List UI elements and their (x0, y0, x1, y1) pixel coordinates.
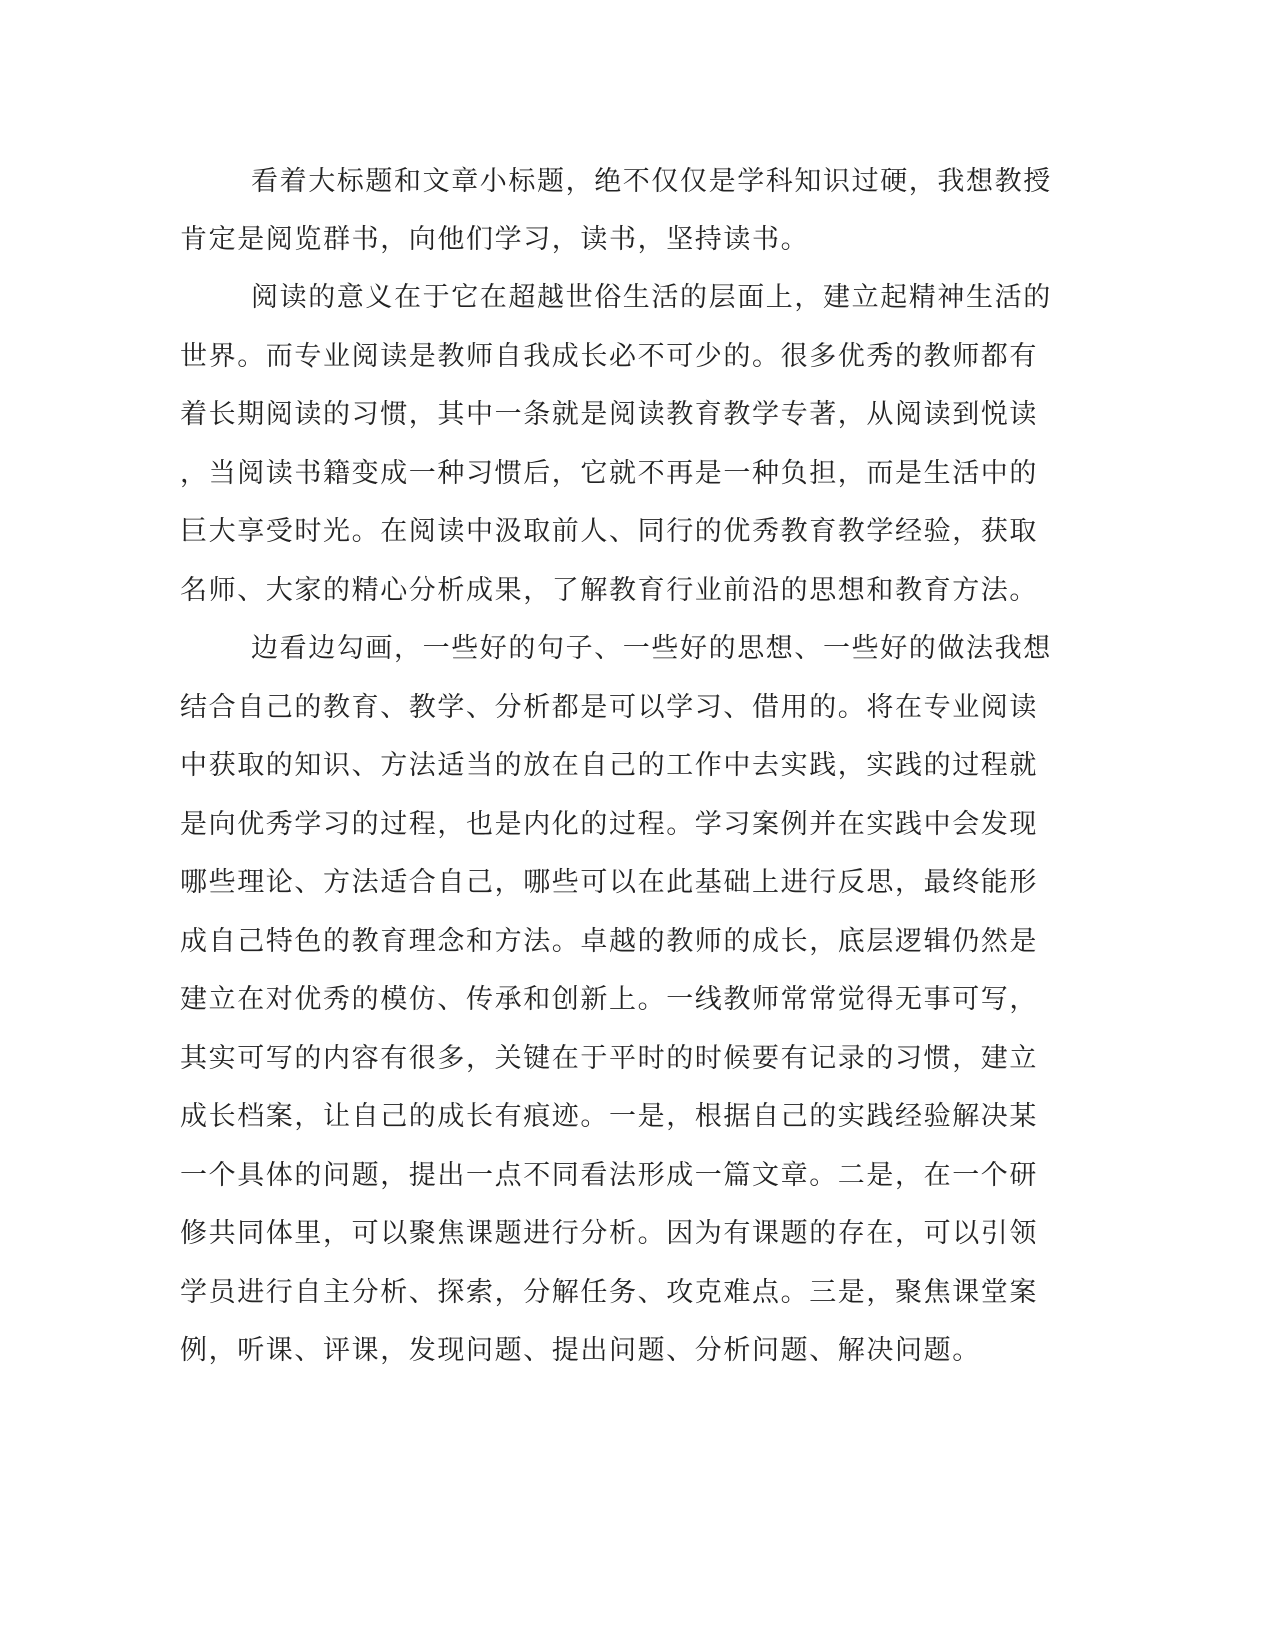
paragraph-3-line-13: 例，听课、评课，发现问题、提出问题、分析问题、解决问题。 (180, 1335, 981, 1366)
paragraph-3-line-4: 是向优秀学习的过程，也是内化的过程。学习案例并在实践中会发现 (180, 809, 1038, 840)
paragraph-3-line-12: 学员进行自主分析、探索，分解任务、攻克难点。三是，聚焦课堂案 (180, 1277, 1038, 1308)
paragraph-3-line-2: 结合自己的教育、教学、分析都是可以学习、借用的。将在专业阅读 (180, 692, 1038, 723)
paragraph-3-line-7: 建立在对优秀的模仿、传承和创新上。一线教师常常觉得无事可写， (180, 984, 1038, 1015)
paragraph-2-line-5: 巨大享受时光。在阅读中汲取前人、同行的优秀教育教学经验，获取 (180, 516, 1038, 547)
paragraph-3-line-3: 中获取的知识、方法适当的放在自己的工作中去实践，实践的过程就 (180, 750, 1038, 781)
paragraph-2-line-6: 名师、大家的精心分析成果，了解教育行业前沿的思想和教育方法。 (180, 575, 1038, 606)
paragraph-2-line-4: ，当阅读书籍变成一种习惯后，它就不再是一种负担，而是生活中的 (180, 458, 1038, 489)
paragraph-3-line-11: 修共同体里，可以聚焦课题进行分析。因为有课题的存在，可以引领 (180, 1218, 1038, 1249)
paragraph-3-line-9: 成长档案，让自己的成长有痕迹。一是，根据自己的实践经验解决某 (180, 1101, 1038, 1132)
paragraph-3-line-1: 边看边勾画，一些好的句子、一些好的思想、一些好的做法我想 (251, 633, 1052, 664)
paragraph-2-line-1: 阅读的意义在于它在超越世俗生活的层面上，建立起精神生活的 (251, 282, 1052, 313)
paragraph-2-line-2: 世界。而专业阅读是教师自我成长必不可少的。很多优秀的教师都有 (180, 341, 1038, 372)
paragraph-1-line-1: 看着大标题和文章小标题，绝不仅仅是学科知识过硬，我想教授 (251, 166, 1052, 197)
paragraph-2-line-3: 着长期阅读的习惯，其中一条就是阅读教育教学专著，从阅读到悦读 (180, 399, 1038, 430)
paragraph-3-line-6: 成自己特色的教育理念和方法。卓越的教师的成长，底层逻辑仍然是 (180, 926, 1038, 957)
paragraph-3-line-5: 哪些理论、方法适合自己，哪些可以在此基础上进行反思，最终能形 (180, 867, 1038, 898)
paragraph-1-line-2: 肯定是阅览群书，向他们学习，读书，坚持读书。 (180, 224, 810, 255)
paragraph-3-line-10: 一个具体的问题，提出一点不同看法形成一篇文章。二是，在一个研 (180, 1160, 1038, 1191)
paragraph-3-line-8: 其实可写的内容有很多，关键在于平时的时候要有记录的习惯，建立 (180, 1043, 1038, 1074)
